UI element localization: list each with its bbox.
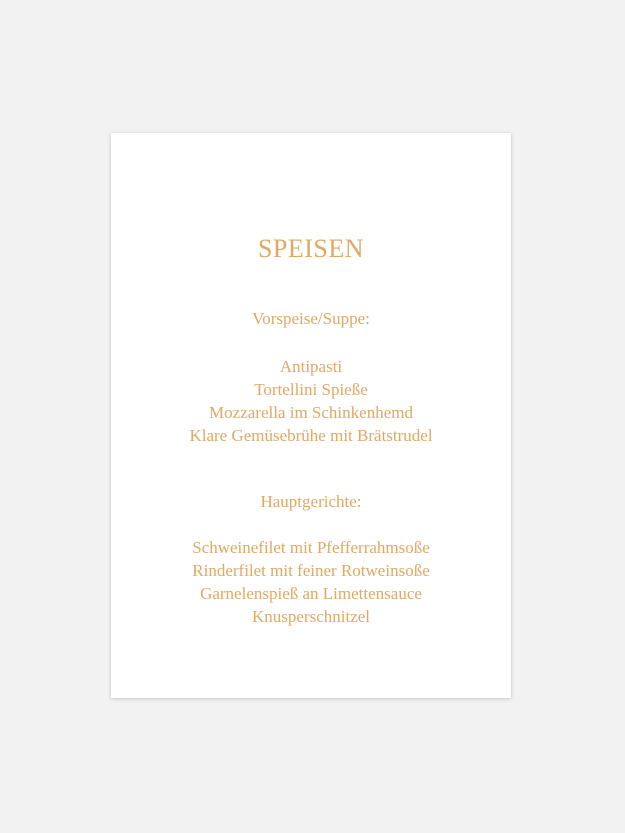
menu-item: Klare Gemüsebrühe mit Brätstrudel <box>189 426 433 445</box>
menu-item: Rinderfilet mit feiner Rotweinsoße <box>192 561 430 580</box>
menu-item: Knusperschnitzel <box>251 607 371 626</box>
menu-item: Antipasti <box>279 357 343 376</box>
mains-list <box>111 536 511 628</box>
section-heading-mains: Hauptgerichte: <box>260 492 362 511</box>
menu-item: Mozzarella im Schinkenhemd <box>209 403 413 422</box>
menu-item: Schweinefilet mit Pfefferrahmsoße <box>192 538 430 557</box>
menu-card <box>111 133 511 698</box>
menu-item: Tortellini Spieße <box>254 380 368 399</box>
section-heading-starters: Vorspeise/Suppe: <box>252 309 370 328</box>
starters-list <box>111 355 511 447</box>
menu-item: Garnelenspieß an Limettensauce <box>200 584 422 603</box>
menu-title: SPEISEN <box>257 234 365 263</box>
